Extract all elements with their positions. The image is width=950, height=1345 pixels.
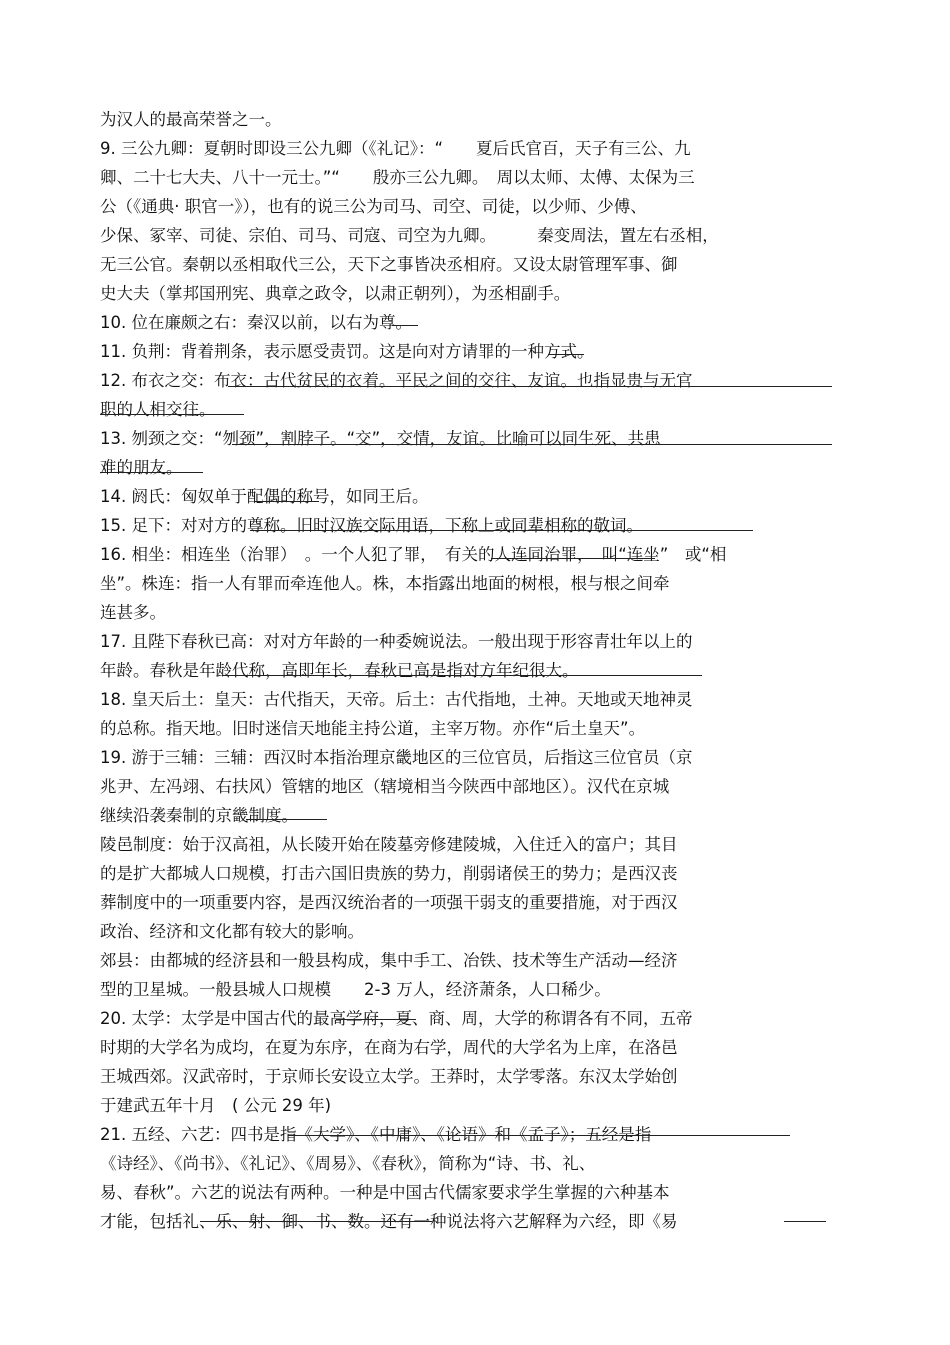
text-line: 12. 布衣之交：布衣：古代贫民的衣着。平民之间的交往、友谊。也指显贵与无官	[100, 371, 693, 390]
text-line: 21. 五经、六艺：四书是指《大学》、《中庸》、《论语》和《孟子》；五经是指	[100, 1125, 652, 1144]
text-line: 政治、经济和文化都有较大的影响。	[100, 922, 364, 941]
text-line: 的是扩大都城人口规模，打击六国旧贵族的势力，削弱诸侯王的势力；是西汉丧	[100, 864, 678, 883]
underline-rule	[100, 414, 244, 415]
underline-rule	[200, 1221, 432, 1222]
underline-rule	[250, 530, 753, 531]
text-line: 13. 刎颈之交：“刎颈”，割脖子。“交”，交情，友谊。比喻可以同生死、共患	[100, 429, 661, 448]
text-line: 为汉人的最高荣誉之一。	[100, 110, 282, 129]
text-line: 郊县：由都城的经济县和一般县构成，集中手工、冶铁、技术等生产活动—经济	[100, 951, 678, 970]
underline-rule	[232, 444, 832, 445]
text-line: 的总称。指天地。旧时迷信天地能主持公道，主宰万物。亦作“后土皇天”。	[100, 719, 646, 738]
text-line: 易、春秋”。六艺的说法有两种。一种是中国古代儒家要求学生掌握的六种基本	[100, 1183, 670, 1202]
underline-rule	[222, 675, 702, 676]
text-line: 少保、冢宰、司徒、宗伯、司马、司寇、司空为九卿。 秦变周法，置左右丞相，	[100, 226, 719, 245]
text-line: 14. 阏氏：匈奴单于配偶的称号，如同王后。	[100, 487, 429, 506]
text-line: 卿、二十七大夫、八十一元士。”“ 殷亦三公九卿。 周以太师、太傅、太保为三	[100, 168, 695, 187]
text-line: 16. 相坐：相连坐（治罪） 。一个人犯了罪， 有关的人连同治罪， 叫“连坐” 或“相	[100, 545, 727, 564]
text-line: 型的卫星城。一般县城人口规模 2-3 万人，经济萧条，人口稀少。	[100, 980, 611, 999]
text-line: 18. 皇天后土：皇天：古代指天，天帝。后土：古代指地，土神。天地或天地神灵	[100, 690, 693, 709]
text-line: 陵邑制度：始于汉高祖，从长陵开始在陵墓旁修建陵城，入住迁入的富户；其目	[100, 835, 678, 854]
underline-rule	[784, 1221, 826, 1222]
text-line: 兆尹、左冯翊、右扶风）管辖的地区（辖境相当今陕西中部地区）。汉代在京城	[100, 777, 670, 796]
underline-rule	[491, 558, 655, 559]
underline-rule	[246, 819, 327, 820]
text-line: 难的朋友。	[100, 458, 183, 477]
text-line: 王城西郊。汉武帝时，于京师长安设立太学。王莽时，太学零落。东汉太学始创	[100, 1067, 678, 1086]
text-line: 继续沿袭秦制的京畿制度。	[100, 806, 298, 825]
text-line: 时期的大学名为成均，在夏为东序，在商为右学，周代的大学名为上庠，在洛邑	[100, 1038, 678, 1057]
text-line: 于建武五年十月 ( 公元 29 年)	[100, 1096, 332, 1115]
text-line: 公（《通典· 职官一》），也有的说三公为司马、司空、司徒，以少师、少傅、	[100, 197, 647, 216]
text-line: 无三公官。秦朝以丞相取代三公，天下之事皆决丞相府。又设太尉管理军事、御	[100, 255, 678, 274]
text-line: 史大夫（掌邦国刑宪、典章之政令，以肃正朝列），为丞相副手。	[100, 284, 571, 303]
underline-rule	[228, 386, 832, 387]
text-line: 17. 且陛下春秋已高：对对方年龄的一种委婉说法。一般出现于形容青壮年以上的	[100, 632, 693, 651]
text-line: 连甚多。	[100, 603, 166, 622]
text-line: 11. 负荆：背着荆条，表示愿受责罚。这是向对方请罪的一种方式。	[100, 342, 594, 361]
text-line: 20. 太学：太学是中国古代的最高学府，夏、商、周，大学的称谓各有不同，五帝	[100, 1009, 693, 1028]
text-line: 15. 足下：对对方的尊称。旧时汉族交际用语，下称上或同辈相称的敬词。	[100, 516, 643, 535]
underline-rule	[288, 1135, 790, 1136]
text-line: 19. 游于三辅：三辅：西汉时本指治理京畿地区的三位官员，后指这三位官员（京	[100, 748, 693, 767]
underline-rule	[336, 1019, 416, 1020]
underline-rule	[100, 472, 203, 473]
underline-rule	[548, 354, 584, 355]
text-line: 坐”。株连：指一人有罪而牵连他人。株，本指露出地面的树根，根与根之间牵	[100, 574, 670, 593]
text-line: 10. 位在廉颇之右：秦汉以前，以右为尊。	[100, 313, 412, 332]
text-line: 葬制度中的一项重要内容，是西汉统治者的一项强干弱支的重要措施，对于西汉	[100, 893, 678, 912]
text-line: 《诗经》、《尚书》、《礼记》、《周易》、《春秋》，简称为“诗、书、礼、	[100, 1154, 596, 1173]
text-line: 职的人相交往。	[100, 400, 216, 419]
text-line: 才能，包括礼、乐、射、御、书、数。还有一种说法将六艺解释为六经，即《易	[100, 1212, 678, 1231]
underline-rule	[392, 325, 418, 326]
text-line: 9. 三公九卿：夏朝时即设三公九卿（《礼记》：“ 夏后氏官百，天子有三公、九	[100, 139, 691, 158]
document-body	[100, 105, 840, 1236]
underline-rule	[255, 501, 319, 502]
text-line: 年龄。春秋是年龄代称，高即年长，春秋已高是指对方年纪很大。	[100, 661, 579, 680]
